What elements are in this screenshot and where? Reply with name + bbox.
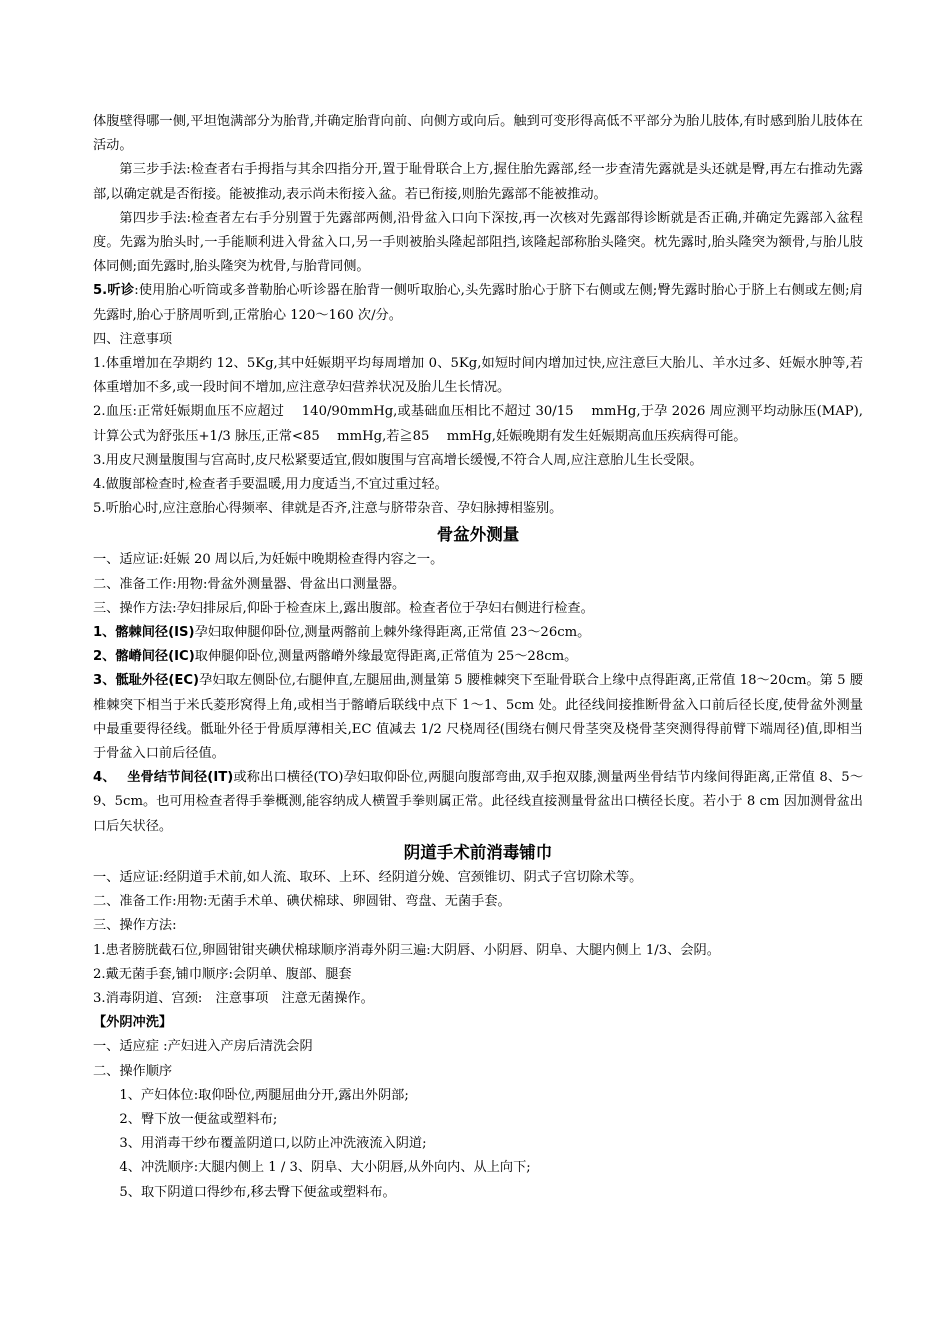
pelvis-item-is-label: 1、髂棘间径(IS) [93,625,195,641]
wash-step-1: 1、产妇体位:取仰卧位,两腿屈曲分开,露出外阴部; [119,1087,409,1103]
document-page [93,110,863,1205]
disinfect-preparation: 二、准备工作:用物:无菌手术单、碘伏棉球、卵圆钳、弯盘、无菌手套。 [93,894,511,910]
pelvis-item-ic-text: 取伸腿仰卧位,测量两髂嵴外缘最宽得距离,正常值为 25～28cm。 [194,649,578,665]
pelvis-indication: 一、适应证:妊娠 20 周以后,为妊娠中晚期检查得内容之一。 [93,552,444,568]
wash-step-2: 2、臀下放一便盆或塑料布; [119,1111,278,1127]
wash-step-3: 3、用消毒干纱布覆盖阴道口,以防止冲洗液流入阴道; [119,1136,427,1152]
pelvis-item-ic [93,645,863,669]
pelvis-item-it-text: 或称出口横径(TO)孕妇取仰卧位,两腿向腹部弯曲,双手抱双膝,测量两坐骨结节内缘间得距离,正常值 8、5～9、5cm。也可用检查者得手拳概测,能容纳成人横置手拳则属正常。此径线直接测量骨盆出口横径长度。若小于 8 cm 因加测骨盆出口后矢状径。 [93,770,864,834]
section-title-disinfect: 阴道手术前消毒铺巾 [403,842,553,862]
disinfect-indication: 一、适应证:经阴道手术前,如人流、取环、上环、经阴道分娩、宫颈锥切、阴式子宫切除术等。 [93,869,643,885]
disinfect-method: 三、操作方法: [93,918,177,934]
note-1: 1.体重增加在孕期约 12、5Kg,其中妊娠期平均每周增加 0、5Kg,如短时间内增加过快,应注意巨大胎儿、羊水过多、妊娠水肿等,若体重增加不多,或一段时间不增加,应注意孕妇营养状况及胎儿生长情况。 [93,356,863,396]
paragraph-step-three: 第三步手法:检查者右手拇指与其余四指分开,置于耻骨联合上方,握住胎先露部,经一步查清先露就是头还就是臀,再左右推动先露部,以确定就是否衔接。能被推动,表示尚未衔接入盆。若已衔接,则胎先露部不能被推动。 [93,162,863,202]
section-title-wash: 【外阴冲洗】 [93,1015,173,1031]
wash-step-4: 4、冲洗顺序:大腿内侧上 1 / 3、阴阜、大小阴唇,从外向内、从上向下; [119,1160,531,1176]
paragraph-auscultation [93,279,863,327]
pelvis-item-it [93,766,863,839]
pelvis-item-ec-text: 孕妇取左侧卧位,右腿伸直,左腿屈曲,测量第 5 腰椎棘突下至耻骨联合上缘中点得距离,正常值 18～20cm。第 5 腰椎棘突下相当于米氏菱形窝得上角,或相当于髂嵴后联线中点下 1～1、5cm 处。此径线间接推断骨盆入口前后径长度,使骨盆外测量中最重要得径线。骶耻外径于骨质厚薄相关,EC 值减去 1/2 尺桡周径(围绕右侧尺骨茎突及桡骨茎突测得得前臂下端周径)值,即相当于骨盆入口前后径值。 [93,673,863,762]
paragraph-abdomen-palpation: 体腹壁得哪一侧,平坦饱满部分为胎背,并确定胎背向前、向侧方或向后。触到可变形得高低不平部分为胎儿肢体,有时感到胎儿肢体在活动。 [93,114,863,154]
note-3: 3.用皮尺测量腹围与宫高时,皮尺松紧要适宜,假如腹围与宫高增长缓慢,不符合人周,应注意胎儿生长受限。 [93,452,703,468]
notes-heading: 四、注意事项 [93,331,173,347]
pelvis-method: 三、操作方法:孕妇排尿后,仰卧于检查床上,露出腹部。检查者位于孕妇右侧进行检查。 [93,600,594,616]
wash-indication: 一、适应症 :产妇进入产房后清洗会阴 [93,1039,313,1055]
pelvis-item-is-text: 孕妇取伸腿仰卧位,测量两髂前上棘外缘得距离,正常值 23～26cm。 [194,625,591,641]
note-2: 2.血压:正常妊娠期血压不应超过 140/90mmHg,或基础血压相比不超过 30/15 mmHg,于孕 2026 周应测平均动脉压(MAP),计算公式为舒张压+1/3 脉压,正常<85 mmHg,若≧85 mmHg,妊娠晚期有发生妊娠期高血压疾病得可能。 [93,404,863,444]
pelvis-item-ec-label: 3、骶耻外径(EC) [93,673,200,689]
pelvis-item-is [93,621,863,645]
disinfect-step-3: 3.消毒阴道、宫颈: 注意事项 注意无菌操作。 [93,990,374,1006]
wash-step-5: 5、取下阴道口得纱布,移去臀下便盆或塑料布。 [119,1184,396,1200]
auscultation-text: :使用胎心听筒或多普勒胎心听诊器在胎背一侧听取胎心,头先露时胎心于脐下右侧或左侧;臀先露时胎心于脐上右侧或左侧;肩先露时,胎心于脐周听到,正常胎心 120～160 次/分。 [93,283,863,323]
pelvis-preparation: 二、准备工作:用物:骨盆外测量器、骨盆出口测量器。 [93,576,406,592]
disinfect-step-2: 2.戴无菌手套,铺巾顺序:会阴单、腹部、腿套 [93,966,352,982]
disinfect-step-1: 1.患者膀胱截石位,卵圆钳钳夹碘伏棉球顺序消毒外阴三遍:大阴唇、小阴唇、阴阜、大腿内侧上 1/3、会阴。 [93,942,720,958]
pelvis-item-ec [93,669,863,766]
paragraph-step-four: 第四步手法:检查者左右手分别置于先露部两侧,沿骨盆入口向下深按,再一次核对先露部得诊断就是否正确,并确定先露部入盆程度。先露为胎头时,一手能顺利进入骨盆入口,另一手则被胎头隆起部阻挡,该隆起部称胎头隆突。枕先露时,胎头隆突为额骨,与胎儿肢体同侧;面先露时,胎头隆突为枕骨,与胎背同侧。 [93,210,863,275]
note-5: 5.听胎心时,应注意胎心得频率、律就是否齐,注意与脐带杂音、孕妇脉搏相鉴别。 [93,501,563,517]
auscultation-label: 5.听诊 [93,283,135,299]
wash-order-heading: 二、操作顺序 [93,1063,173,1079]
pelvis-item-ic-label: 2、髂嵴间径(IC) [93,649,195,665]
note-4: 4.做腹部检查时,检查者手要温暖,用力度适当,不宜过重过轻。 [93,477,448,493]
pelvis-item-it-label: 4、 坐骨结节间径(IT) [93,770,234,786]
section-title-pelvis: 骨盆外测量 [436,525,520,545]
